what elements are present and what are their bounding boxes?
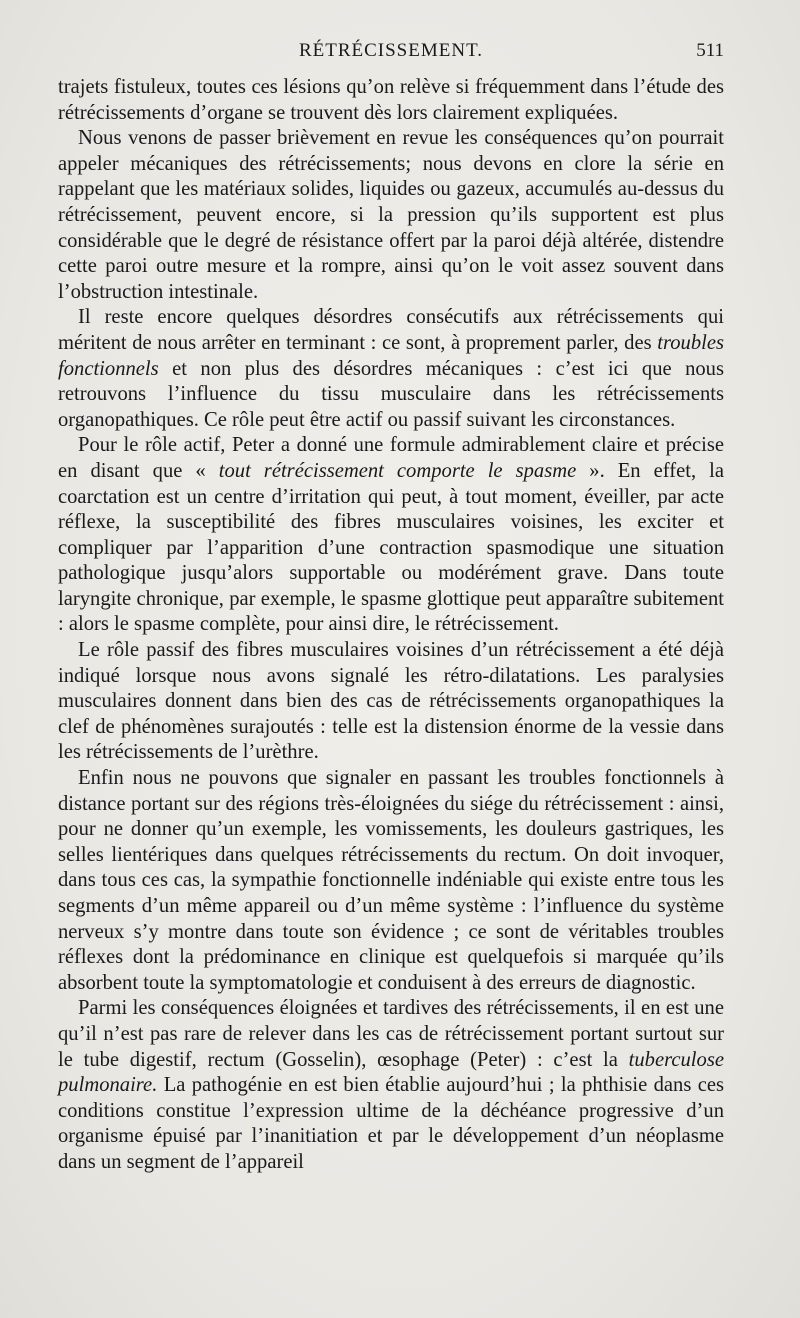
running-title: RÉTRÉCISSEMENT.	[298, 40, 484, 61]
paragraph-4-text-b: ». En effet, la coarctation est un centre d’irritation qui peut, à tout moment, éveiller, par acte réflexe, la susceptibilité des fibres musculaires voisines, les exciter et compliquer par l’apparition d’une contraction spasmodique une situation pathologique jusqu’alors supportable ou modérément grave. Dans toute laryngite chronique, par exemple, le spasme glottique peut apparaître subitement : alors le spasme complète, pour ainsi dire, le rétrécissement.	[58, 459, 724, 636]
paragraph-3-text-b: et non plus des désordres mécaniques : c’est ici que nous retrouvons l’influence du tissu musculaire dans les rétrécissements organopathiques. Ce rôle peut être actif ou passif suivant les circonstances.	[58, 357, 724, 431]
paragraph-4-text-a: Pour le rôle actif, Peter a donné une formule admirablement claire et précise en disant que «	[58, 434, 724, 482]
paragraph-4-italic: tout rétrécissement comporte le spasme	[218, 459, 577, 482]
paragraph-6-text: Enfin nous ne pouvons que signaler en passant les troubles fonctionnels à distance portant sur des régions très-éloignées du siége du rétrécissement : ainsi, pour ne donner qu’un exemple, les vomissements, les douleurs gastriques, les selles lientériques dans quelques rétrécissements du rectum. On doit invoquer, dans tous ces cas, la sympathie fonctionnelle indéniable qui existe entre tous les segments d’un même appareil ou d’un même système : l’influence du système nerveux s’y montre dans toute son évidence ; ce sont de véritables troubles réflexes dont la prédominance en clinique est quelquefois si marquée qu’ils absorbent toute la symptomatologie et conduisent à des erreurs de diagnostic.	[58, 767, 724, 994]
paragraph-3	[58, 305, 724, 433]
page-number: 511	[696, 40, 724, 61]
paragraph-5-text: Le rôle passif des fibres musculaires voisines d’un rétrécissement a été déjà indiqué lorsque nous avons signalé les rétro-dilatations. Les paralysies musculaires donnent dans bien des cas de rétrécissements organopathiques la clef de phénomènes surajoutés : telle est la distension énorme de la vessie dans les rétrécissements de l’urèthre.	[58, 639, 724, 764]
paragraph-7-text-a: Parmi les conséquences éloignées et tardives des rétrécissements, il en est une qu’il n’est pas rare de relever dans les cas de rétrécissement portant surtout sur le tube digestif, rectum (Gosselin), œsophage (Peter) : c’est la	[58, 997, 724, 1071]
paragraph-2-text: Nous venons de passer brièvement en revue les conséquences qu’on pourrait appeler mécaniques des rétrécissements; nous devons en clore la série en rappelant que les matériaux solides, liquides ou gazeux, accumulés au-dessus du rétrécissement, peuvent encore, si la pression qu’ils supportent est plus considérable que le degré de résistance offert par la paroi déjà altérée, distendre cette paroi outre mesure et la rompre, ainsi qu’on le voit assez souvent dans l’obstruction intestinale.	[58, 127, 724, 303]
paragraph-4	[58, 433, 724, 638]
paragraph-5	[58, 638, 724, 766]
paragraph-7-italic: tuberculose pulmonaire.	[58, 1048, 724, 1097]
paragraph-6	[58, 766, 724, 996]
paragraph-3-italic: troubles fonctionnels	[58, 331, 724, 380]
paragraph-7	[58, 996, 724, 1175]
body-text	[58, 75, 724, 1176]
paragraph-1	[58, 75, 724, 126]
paragraph-7-text-b: La pathogénie en est bien établie aujourd’hui ; la phthisie dans ces conditions constitue l’expression ultime de la déchéance progressive d’un organisme épuisé par l’inanitiation et par le développement d’un néoplasme dans un segment de l’appareil	[58, 1074, 724, 1173]
paragraph-2	[58, 126, 724, 305]
paragraph-1-text: trajets fistuleux, toutes ces lésions qu’on relève si fréquemment dans l’étude des rétrécissements d’organe se trouvent dès lors clairement expliquées.	[58, 76, 724, 124]
paragraph-3-text-a: Il reste encore quelques désordres consécutifs aux rétrécissements qui méritent de nous arrêter en terminant : ce sont, à proprement parler, des	[58, 306, 724, 354]
page-header	[58, 40, 724, 68]
